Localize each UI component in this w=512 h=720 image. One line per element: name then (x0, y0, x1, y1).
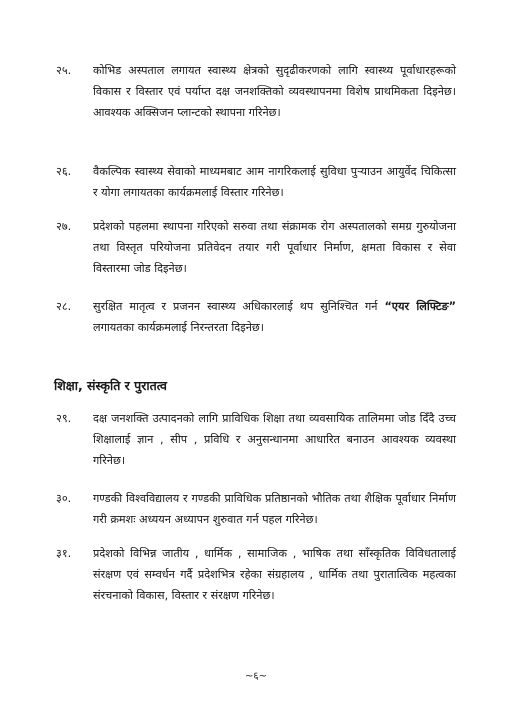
list-item-26 (56, 161, 456, 203)
item-text: वैकल्पिक स्वास्थ्य सेवाको माध्यमबाट आम नागरिकलाई सुविधा पुऱ्याउन आयुर्वेद चिकित्सा र योगा लगायतका कार्यक्रमलाई विस्तार गरिनेछ। (93, 165, 456, 199)
item-text (93, 296, 456, 338)
item-text: दक्ष जनशक्ति उत्पादनको लागि प्राविधिक शिक्षा तथा व्यवसायिक तालिममा जोड दिँदै उच्च शिक्षालाई ज्ञान , सीप , प्रविधि र अनुसन्धानमा आधारित बनाउन आवश्यक व्यवस्था गरिनेछ। (93, 412, 456, 467)
section-heading: शिक्षा, संस्कृति र पुरातत्व (54, 378, 167, 393)
item-text-part: लगायतका कार्यक्रमलाई निरन्तरता दिइनेछ। (93, 321, 265, 334)
list-item-25 (56, 60, 456, 123)
page-number: ~६~ (245, 671, 267, 682)
item-number: २७. (56, 220, 72, 233)
item-text: प्रदेशको पहलमा स्थापना गरिएको सरुवा तथा संक्रामक रोग अस्पतालको समग्र गुरुयोजना तथा विस्तृत परियोजना प्रतिवेदन तयार गरी पूर्वाधार निर्माण, क्षमता विकास र सेवा विस्तारमा जोड दिइनेछ। (93, 220, 456, 275)
item-number: ३०. (56, 492, 72, 505)
item-number: २६. (56, 165, 72, 178)
list-item-27 (56, 216, 456, 279)
item-number: २८. (56, 300, 72, 313)
item-text: कोभिड अस्पताल लगायत स्वास्थ्य क्षेत्रको सुदृढीकरणको लागि स्वास्थ्य पूर्वाधारहरूको विकास र विस्तार एवं पर्याप्त दक्ष जनशक्तिको व्यवस्थापनमा विशेष प्राथमिकता दिइनेछ। आवश्यक अक्सिजन प्लान्टको स्थापना गरिनेछ। (93, 64, 456, 119)
list-item-31 (56, 543, 456, 606)
item-text-part: सुरक्षित मातृत्व र प्रजनन स्वास्थ्य अधिकारलाई थप सुनिश्चित गर्न (93, 300, 385, 313)
list-item-29 (56, 408, 456, 471)
item-number: ३१. (56, 547, 72, 560)
item-number: २९. (56, 412, 72, 425)
list-item-28 (56, 296, 456, 338)
list-item-30 (56, 488, 456, 530)
item-number: २५. (56, 64, 72, 77)
item-text: गण्डकी विश्वविद्यालय र गण्डकी प्राविधिक प्रतिष्ठानको भौतिक तथा शैक्षिक पूर्वाधार निर्माण गरी क्रमशः अध्ययन अध्यापन शुरुवात गर्न पहल गरिनेछ। (93, 492, 456, 526)
item-text-bold: “एयर लिफ्टिङ” (384, 300, 456, 313)
item-text: प्रदेशको विभिन्न जातीय , धार्मिक , सामाजिक , भाषिक तथा साँस्कृतिक विविधतालाई संरक्षण एवं सम्वर्धन गर्दै प्रदेशभित्र रहेका संग्रहालय , धार्मिक तथा पुरातात्विक महत्वका संरचनाको विकास, विस्तार र संरक्षण गरिनेछ। (93, 547, 456, 602)
